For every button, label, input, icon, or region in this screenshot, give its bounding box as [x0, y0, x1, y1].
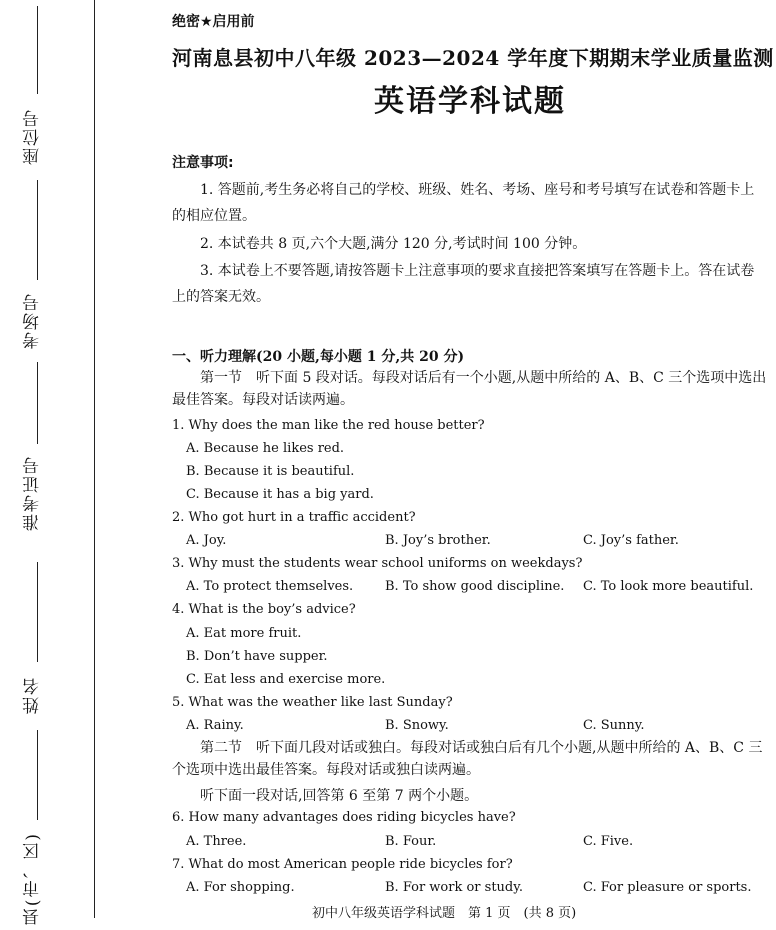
county-label: 县(市、区) — [23, 832, 43, 926]
note-item: 1. 答题前,考生务必将自己的学校、班级、姓名、考场、座号和考号填写在试卷和答题卡上的相应位置。 — [172, 182, 755, 224]
option-b: B. To show good discipline. — [385, 579, 565, 594]
part2-intro: 第二节 听下面几段对话或独白。每段对话或独白后有几个小题,从题中所给的 A、B、C 三个选项中选出最佳答案。每段对话或独白读两遍。 — [172, 740, 763, 778]
option-b: B. Because it is beautiful. — [186, 464, 355, 479]
question-stem: 5. What was the weather like last Sunday? — [172, 695, 453, 710]
part2-sub-intro: 听下面一段对话,回答第 6 至第 7 两个小题。 — [200, 788, 479, 804]
option-c: C. Five. — [583, 834, 634, 849]
page-footer: 初中八年级英语学科试题 第 1 页 (共 8 页) — [312, 906, 577, 921]
option-a: A. Rainy. — [186, 718, 244, 733]
option-a: A. Because he likes red. — [186, 441, 345, 456]
option-a: A. To protect themselves. — [186, 579, 354, 594]
question-stem: 6. How many advantages does riding bicycles have? — [172, 810, 516, 825]
question-stem: 3. Why must the students wear school uniforms on weekdays? — [172, 556, 583, 571]
question-stem: 1. Why does the man like the red house better? — [172, 418, 485, 433]
seat-number-line — [37, 6, 38, 94]
option-a: A. Eat more fruit. — [186, 626, 302, 641]
notes-heading: 注意事项: — [172, 155, 234, 171]
option-b: B. Four. — [385, 834, 437, 849]
exam-title: 河南息县初中八年级 2023—2024 学年度下期期末学业质量监测 — [172, 46, 774, 70]
binding-divider — [94, 0, 95, 918]
note-item: 3. 本试卷上不要答题,请按答题卡上注意事项的要求直接把答案填写在答题卡上。答在试卷上的答案无效。 — [172, 263, 755, 305]
option-c: C. Sunny. — [583, 718, 645, 733]
name-line — [37, 562, 38, 662]
option-b: B. Don’t have supper. — [186, 649, 328, 664]
question-stem: 2. Who got hurt in a traffic accident? — [172, 510, 416, 525]
option-b: B. Snowy. — [385, 718, 449, 733]
note-item: 2. 本试卷共 8 页,六个大题,满分 120 分,考试时间 100 分钟。 — [200, 236, 587, 252]
subject-title: 英语学科试题 — [374, 84, 566, 119]
option-c: C. To look more beautiful. — [583, 579, 754, 594]
ticket-number-line — [37, 362, 38, 444]
option-a: A. Joy. — [186, 533, 227, 548]
question-stem: 7. What do most American people ride bicycles for? — [172, 857, 513, 872]
county-line — [37, 730, 38, 820]
section-heading: 一、听力理解(20 小题,每小题 1 分,共 20 分) — [172, 349, 465, 365]
name-label: 姓名 — [23, 676, 43, 714]
question-stem: 4. What is the boy’s advice? — [172, 602, 356, 617]
option-a: A. Three. — [186, 834, 247, 849]
seat-number-label: 座位号 — [23, 108, 43, 165]
option-c: C. Eat less and exercise more. — [186, 672, 386, 687]
option-b: B. For work or study. — [385, 880, 523, 895]
ticket-number-label: 准考证号 — [23, 455, 43, 531]
option-c: C. Because it has a big yard. — [186, 487, 374, 502]
option-b: B. Joy’s brother. — [385, 533, 491, 548]
exam-room-line — [37, 180, 38, 280]
option-c: C. Joy’s father. — [583, 533, 679, 548]
exam-room-label: 考场号 — [23, 292, 43, 349]
secret-mark: 绝密★启用前 — [172, 14, 255, 30]
option-c: C. For pleasure or sports. — [583, 880, 752, 895]
part1-intro: 第一节 听下面 5 段对话。每段对话后有一个小题,从题中所给的 A、B、C 三个选项中选出最佳答案。每段对话读两遍。 — [172, 370, 767, 408]
option-a: A. For shopping. — [186, 880, 295, 895]
binding-margin — [0, 0, 95, 930]
